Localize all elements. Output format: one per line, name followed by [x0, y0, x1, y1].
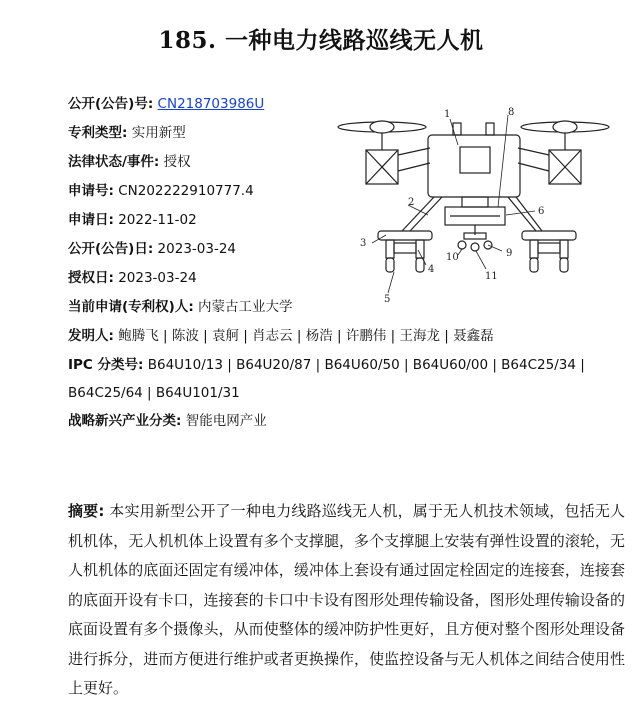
patent-drawing — [330, 105, 620, 305]
right-propeller-hub — [553, 121, 577, 133]
figure-label: 5 — [384, 294, 391, 305]
page-title: 185. 一种电力线路巡线无人机 — [158, 27, 484, 54]
pub-no-link[interactable]: CN218703986U — [157, 96, 265, 112]
field-label: 授权日: — [68, 270, 114, 286]
body-window — [460, 147, 490, 173]
field-value: 授权 — [163, 154, 191, 170]
figure-label: 6 — [538, 206, 545, 217]
field-label: 申请日: — [68, 212, 114, 228]
field-label: 战略新兴产业分类: — [68, 413, 182, 429]
abstract-text: 本实用新型公开了一种电力线路巡线无人机，属于无人机技术领域，包括无人机机体，无人机机体上设置有多个支撑腿，多个支撑腿上安装有弹性设置的滚轮，无人机机体的底面还固定有缓冲体，缓冲体上套设有通过固定栓固定的连接套，连接套的底面开设有卡口，连接套的卡口中卡设有图形处理传输设备，图形处理传输设备的底面设置有多个摄像头，从而使整体的缓冲防护性更好，且方便对整个图形处理设备进行拆分，进而方便进行维护或者更换操作，使监控设备与无人机体之间结合使用性上更好。 — [68, 502, 625, 697]
left-wheel-plate — [378, 231, 432, 240]
field-label: 当前申请(专利权)人: — [68, 299, 194, 315]
field-label: 发明人: — [68, 328, 114, 344]
figure-label: 1 — [444, 109, 451, 120]
field-value: CN202222910777.4 — [118, 183, 254, 199]
figure-label: 11 — [485, 271, 498, 282]
field-industry — [68, 407, 628, 436]
field-label: 公开(公告)号: — [68, 96, 154, 112]
left-propeller-hub — [370, 121, 394, 133]
abstract-label: 摘要: — [68, 502, 105, 520]
field-label: 法律状态/事件: — [68, 154, 160, 170]
figure-label: 10 — [446, 252, 459, 263]
figure-label: 2 — [408, 197, 415, 208]
figure-label: 3 — [360, 238, 367, 249]
field-ipc — [68, 351, 598, 407]
right-wheel-plate — [522, 231, 576, 240]
drone-body — [428, 135, 520, 197]
figure-label: 9 — [506, 248, 513, 259]
field-inventors — [68, 322, 628, 351]
field-value: 智能电网产业 — [185, 413, 267, 429]
field-label: 申请号: — [68, 183, 114, 199]
figure-label: 4 — [428, 264, 435, 275]
figure-label: 8 — [508, 107, 515, 118]
field-label: 专利类型: — [68, 125, 128, 141]
field-value: 实用新型 — [131, 125, 186, 141]
field-value: 鲍腾飞 | 陈波 | 袁舸 | 肖志云 | 杨浩 | 许鹏伟 | 王海龙 | 聂鑫磊 — [118, 328, 494, 344]
field-value: 内蒙古工业大学 — [198, 299, 293, 315]
field-value: B64U10/13 | B64U20/87 | B64U60/50 | B64U60/00 | B64C25/34 | B64C25/64 | B64U101/31 — [68, 357, 585, 401]
abstract — [68, 497, 625, 704]
field-label: 公开(公告)日: — [68, 241, 154, 257]
field-value: 2023-03-24 — [118, 270, 197, 286]
field-value: 2022-11-02 — [118, 212, 197, 228]
field-label: IPC 分类号: — [68, 357, 144, 373]
field-value: 2023-03-24 — [157, 241, 237, 257]
